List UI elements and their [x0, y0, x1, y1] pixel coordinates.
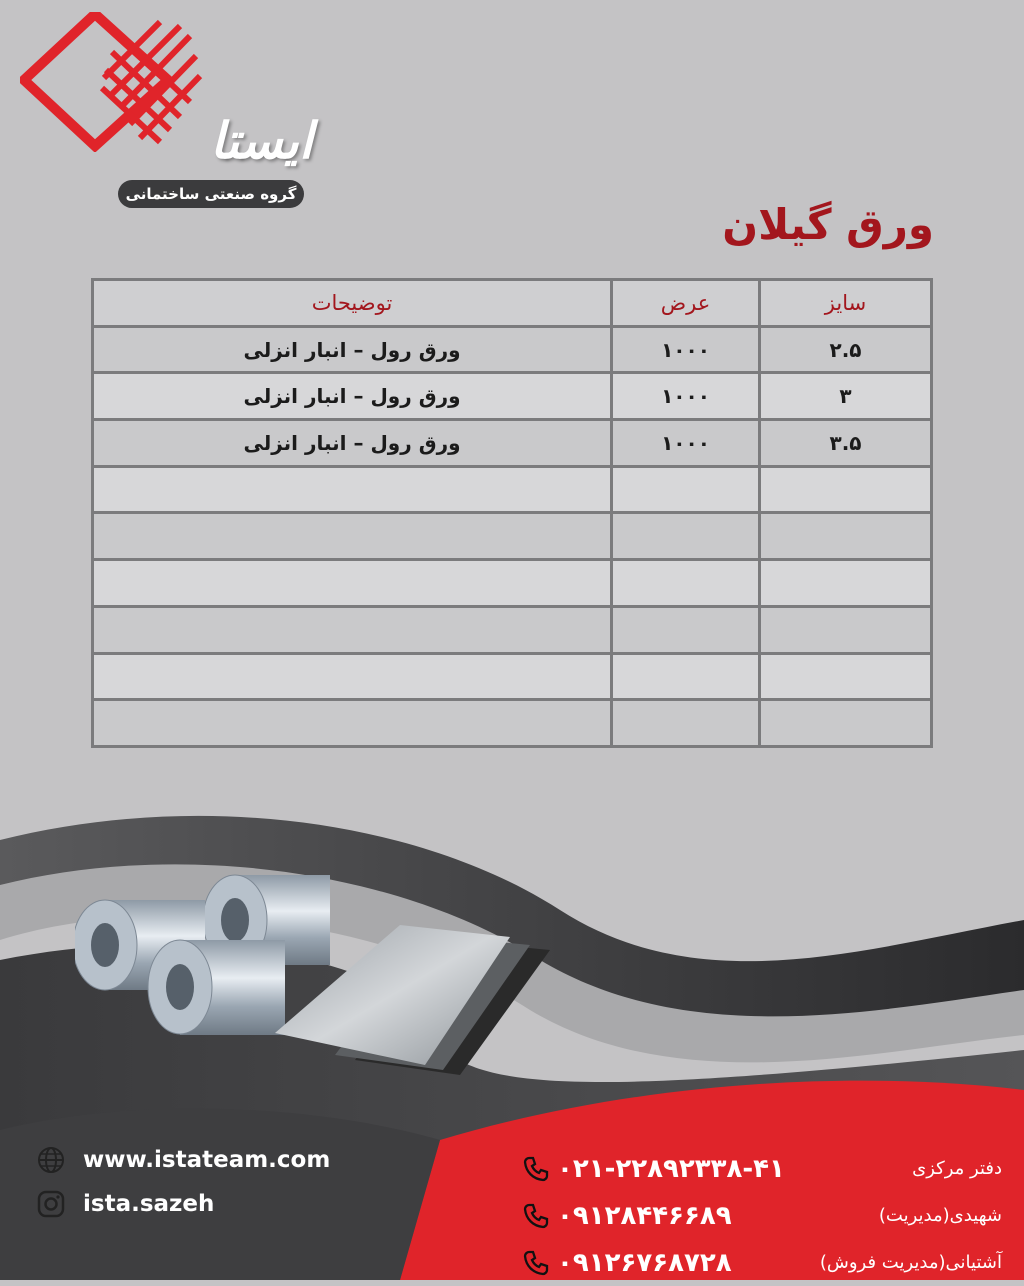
contact-item [521, 1145, 1002, 1192]
cell-width [612, 653, 760, 700]
cell-size: ۲.۵ [760, 326, 932, 373]
contact-number[interactable]: ۰۹۱۲۶۷۶۸۷۲۸ [557, 1247, 732, 1278]
table-header-row [93, 280, 932, 327]
logo-mark-icon [20, 12, 210, 152]
contact-item [521, 1239, 1002, 1286]
cell-desc: ورق رول – انبار انزلی [93, 420, 612, 467]
cell-desc [93, 653, 612, 700]
table-row [93, 420, 932, 467]
instagram-row[interactable] [35, 1182, 330, 1226]
table-row [93, 373, 932, 420]
cell-width: ۱۰۰۰ [612, 326, 760, 373]
cell-size [760, 606, 932, 653]
cell-desc: ورق رول – انبار انزلی [93, 326, 612, 373]
website-row[interactable] [35, 1138, 330, 1182]
brand-name: ایستا [210, 112, 313, 170]
cell-width: ۱۰۰۰ [612, 373, 760, 420]
brand-logo [20, 12, 350, 202]
cell-size: ۳.۵ [760, 420, 932, 467]
header-size: سایز [760, 280, 932, 327]
contact-item [521, 1192, 1002, 1239]
cell-width: ۱۰۰۰ [612, 420, 760, 467]
cell-width [612, 606, 760, 653]
contact-number[interactable]: ۰۲۱-۲۲۸۹۲۳۳۸-۴۱ [557, 1153, 785, 1184]
cell-width [612, 700, 760, 747]
globe-icon [35, 1144, 67, 1176]
cell-desc [93, 513, 612, 560]
table-row [93, 653, 932, 700]
cell-size [760, 513, 932, 560]
cell-size [760, 560, 932, 607]
table-row [93, 606, 932, 653]
table-row [93, 560, 932, 607]
table-row [93, 466, 932, 513]
footer-links [35, 1138, 330, 1226]
header-desc: توضیحات [93, 280, 612, 327]
contact-label: دفتر مرکزی [912, 1158, 1002, 1179]
phone-icon [521, 1248, 551, 1278]
contact-number[interactable]: ۰۹۱۲۸۴۴۶۶۸۹ [557, 1200, 732, 1231]
instagram-icon [35, 1188, 67, 1220]
cell-size [760, 700, 932, 747]
phone-icon [521, 1201, 551, 1231]
cell-size: ۳ [760, 373, 932, 420]
cell-width [612, 513, 760, 560]
table-row [93, 513, 932, 560]
instagram-handle[interactable]: ista.sazeh [83, 1191, 215, 1217]
cell-desc: ورق رول – انبار انزلی [93, 373, 612, 420]
phone-icon [521, 1154, 551, 1184]
steel-sheet-image [275, 925, 555, 1080]
cell-size [760, 653, 932, 700]
cell-desc [93, 560, 612, 607]
table-row [93, 700, 932, 747]
cell-width [612, 560, 760, 607]
contact-label: شهیدی(مدیریت) [878, 1205, 1002, 1226]
cell-width [612, 466, 760, 513]
cell-desc [93, 466, 612, 513]
table-row [93, 326, 932, 373]
cell-size [760, 466, 932, 513]
contact-label: آشتیانی(مدیریت فروش) [819, 1252, 1002, 1273]
cell-desc [93, 606, 612, 653]
page-title: ورق گیلان [722, 200, 934, 249]
contact-list [521, 1145, 1002, 1286]
price-table [91, 278, 933, 748]
website-link[interactable]: www.istateam.com [83, 1147, 331, 1173]
brand-tagline: گروه صنعتی ساختمانی [118, 180, 304, 208]
cell-desc [93, 700, 612, 747]
header-width: عرض [612, 280, 760, 327]
